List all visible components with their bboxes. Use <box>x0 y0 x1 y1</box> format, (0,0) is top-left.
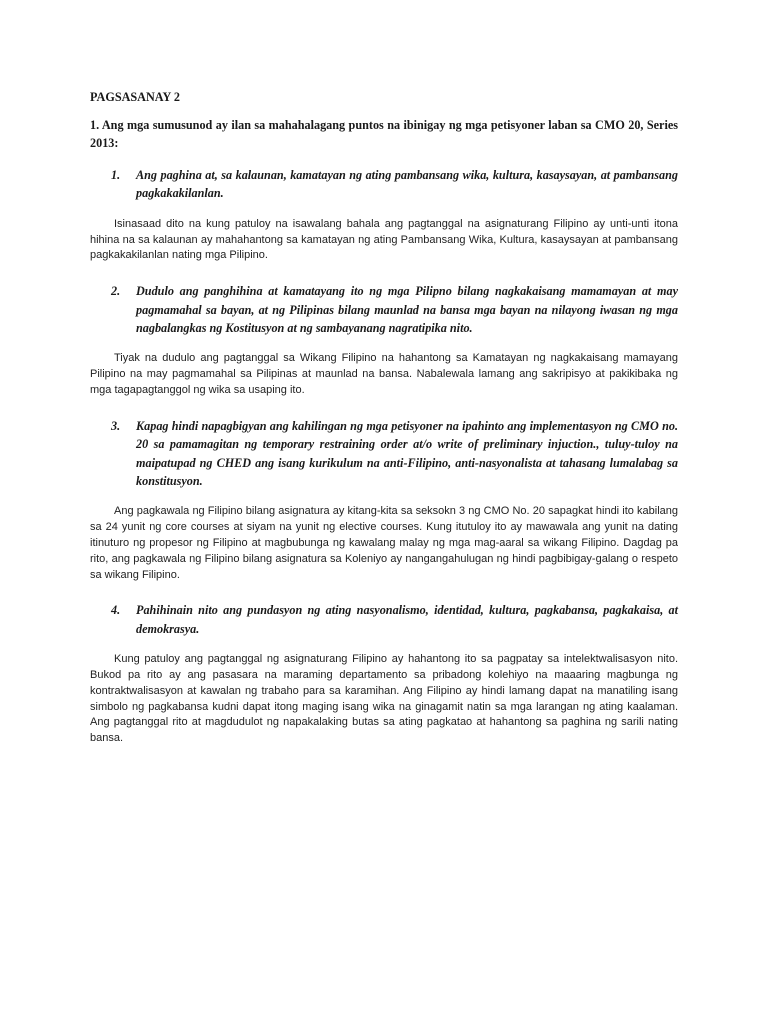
document-heading: PAGSASANAY 2 <box>90 90 180 104</box>
point-text: Ang paghina at, sa kalaunan, kamatayan ng ating pambansang wika, kultura, kasaysayan, at pambansang pagkakakilanlan. <box>136 168 678 201</box>
point-text: Dudulo ang panghihina at kamatayang ito ng mga Pilipno bilang nagkakaisang mamamayan at may pagmamahal sa bayan, at ng Pilipinas bilang maunlad na bansa mga bayan na nilayong iwasan ng mga nagbalangkas ng Kostitusyon at ng sambayanang nagratipika nito. <box>136 284 678 336</box>
point-explanation: Ang pagkawala ng Filipino bilang asignatura ay kitang-kita sa seksokn 3 ng CMO No. 20 sapagkat hindi ito kabilang sa 24 yunit ng core courses at siyam na yunit ng elective courses. Kung itutuloy ito ay mawawala ang yunit na dating itinuturo ng propesor ng Filipino at magbubunga ng kawalang malay ng mga mag-aaral sa wikang Filipino. Dagdag pa rito, ang pagkawala ng Filipino bilang asignatura sa Koleniyo ay nangangahulugan ng hindi pagbibigay-galang o respeto sa wikang Filipino. <box>90 505 678 581</box>
point-number: 4. <box>111 603 121 618</box>
point-number: 2. <box>111 284 121 299</box>
point-2 <box>90 282 678 337</box>
point-number: 1. <box>111 168 121 182</box>
point-1 <box>90 166 678 203</box>
point-4 <box>90 601 678 638</box>
point-3 <box>90 417 678 491</box>
question-text: 1. Ang mga sumusunod ay ilan sa mahahalagang puntos na ibinigay ng mga petisyoner laban sa CMO 20, Series 2013: <box>90 118 678 150</box>
point-explanation: Tiyak na dudulo ang pagtanggal sa Wikang Filipino na hahantong sa Kamatayan ng nagkakaisang mamayang Pilipino na may pagmamahal sa Pilipinas at maunlad na bansa. Nabalewala lamang ang sakripisyo at pakikibaka ng mga tagapagtanggol ng wika sa usaping ito. <box>90 352 678 397</box>
point-explanation: Kung patuloy ang pagtanggal ng asignaturang Filipino ay hahantong ito sa pagpatay sa intelektwalisasyon nito. Bukod pa rito ay ang pasasara na maraming departamento sa pribadong kolehiyo na maaaring magbunga ng kontraktwalisasyon at kawalan ng trabaho para sa karamihan. Ang Filipino ay hindi lamang dapat na manatiling isang simbolo ng pagkabansa kudni dapat itong maging isang wika na ginagamit natin sa mga larangan ng ating kaalaman. Ang pagtanggal rito at magdudulot ng napakalaking butas sa ating pagkatao at hahantong sa paghina ng sarili nating bansa. <box>90 653 678 745</box>
point-text: Pahihinain nito ang pundasyon ng ating nasyonalismo, identidad, kultura, pagkabansa, pagkakaisa, at demokrasya. <box>136 603 678 636</box>
point-number: 3. <box>111 418 121 433</box>
document-page <box>90 88 678 765</box>
point-explanation: Isinasaad dito na kung patuloy na isawalang bahala ang pagtanggal na asignaturang Filipino ay unti-unti itona hihina na sa kalaunan ay mahahantong sa kamatayan ng ating Pambansang Wika, Kultura, kasaysayan at pambansang pagkakakilanlan nating mga Pilipino. <box>90 217 678 262</box>
point-text: Kapag hindi napagbigyan ang kahilingan ng mga petisyoner na ipahinto ang implementasyon ng CMO no. 20 sa pamamagitan ng temporary restraining order at/o write of preliminary injuction., tuluy-tuloy na maipatupad ng CHED ang isang kurikulum na anti-Filipino, anti-nasyonalista at tahasang lumalabag sa konstitusyon. <box>136 418 678 489</box>
